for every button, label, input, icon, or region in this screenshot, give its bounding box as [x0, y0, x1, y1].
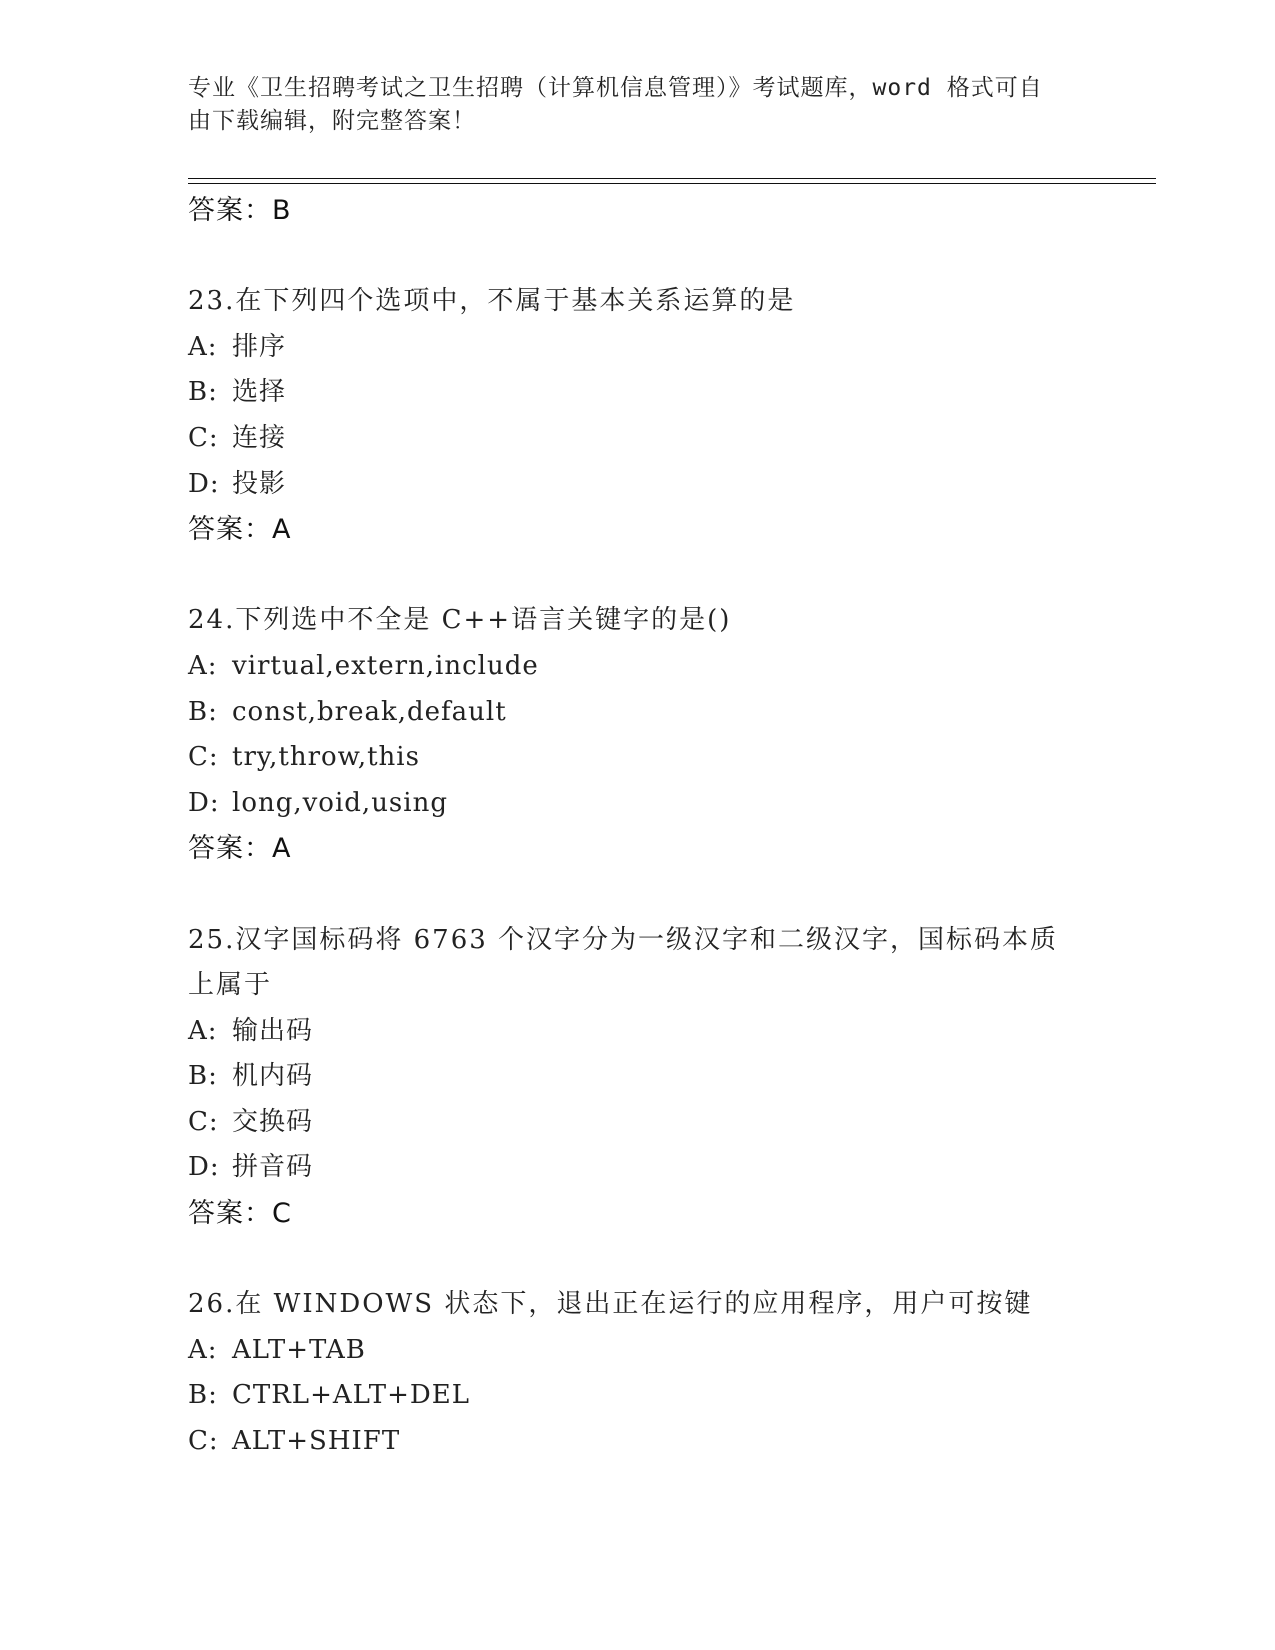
option-text: 投影 [232, 468, 287, 499]
question-block [188, 598, 1088, 872]
option-item [188, 1054, 1088, 1100]
question-stem: 23.在下列四个选项中，不属于基本关系运算的是 [188, 286, 796, 317]
option-item [188, 1328, 1088, 1374]
option-text: 选择 [232, 377, 287, 408]
option-item [188, 735, 1088, 781]
option-key: B: [188, 1380, 218, 1411]
option-item [188, 370, 1088, 416]
option-key: B: [188, 1061, 218, 1092]
option-text: 拼音码 [232, 1152, 314, 1183]
spacer [188, 553, 1088, 599]
question-block [188, 279, 1088, 553]
option-key: D: [188, 1152, 220, 1183]
option-item [188, 462, 1088, 508]
option-key: C: [188, 1426, 219, 1457]
option-item [188, 1145, 1088, 1191]
option-item [188, 1100, 1088, 1146]
previous-answer: 答案：B [188, 195, 292, 226]
option-key: C: [188, 742, 219, 773]
option-text: CTRL+ALT+DEL [232, 1380, 471, 1411]
question-stem: 24.下列选中不全是 C++语言关键字的是() [188, 605, 732, 636]
option-item [188, 1373, 1088, 1419]
option-text: ALT+TAB [232, 1334, 366, 1365]
answer-line: 答案：A [188, 514, 292, 546]
option-text: 输出码 [232, 1015, 314, 1046]
question-block [188, 1282, 1088, 1464]
answer-line: 答案：A [188, 833, 292, 865]
answer-line: 答案：C [188, 1198, 292, 1230]
option-key: A: [188, 650, 218, 681]
spacer [188, 234, 1088, 280]
question-stem: 26.在 WINDOWS 状态下，退出正在运行的应用程序，用户可按键 [188, 1289, 1033, 1320]
option-text: virtual,extern,include [232, 650, 539, 681]
option-key: B: [188, 696, 218, 727]
option-text: ALT+SHIFT [232, 1426, 401, 1457]
option-item [188, 1419, 1088, 1465]
header-line-1: 专业《卫生招聘考试之卫生招聘（计算机信息管理）》考试题库，word 格式可自 [188, 75, 1043, 101]
option-key: C: [188, 1106, 219, 1137]
question-block [188, 918, 1088, 1237]
option-text: const,break,default [232, 696, 507, 727]
option-text: 交换码 [232, 1106, 314, 1137]
option-text: 机内码 [232, 1061, 314, 1092]
option-key: C: [188, 422, 219, 453]
option-item [188, 416, 1088, 462]
option-text: 排序 [232, 331, 287, 362]
option-item [188, 781, 1088, 827]
spacer [188, 1237, 1088, 1283]
header-line-2: 由下载编辑，附完整答案！ [188, 108, 476, 134]
option-key: A: [188, 1334, 218, 1365]
option-text: try,throw,this [232, 742, 420, 773]
question-list [188, 188, 1088, 1465]
document-header [188, 72, 1068, 138]
option-key: B: [188, 377, 218, 408]
option-text: 连接 [232, 422, 287, 453]
option-key: A: [188, 1015, 218, 1046]
option-key: D: [188, 787, 220, 818]
option-item [188, 1009, 1088, 1055]
spacer [188, 872, 1088, 918]
option-item [188, 690, 1088, 736]
option-item [188, 644, 1088, 690]
option-item [188, 325, 1088, 371]
header-divider-bottom [188, 183, 1156, 184]
header-divider-top [188, 178, 1156, 179]
question-stem-continuation: 上属于 [188, 970, 273, 1001]
option-key: A: [188, 331, 218, 362]
option-key: D: [188, 468, 220, 499]
option-text: long,void,using [232, 787, 448, 818]
question-stem: 25.汉字国标码将 6763 个汉字分为一级汉字和二级汉字，国标码本质 [188, 924, 1059, 955]
